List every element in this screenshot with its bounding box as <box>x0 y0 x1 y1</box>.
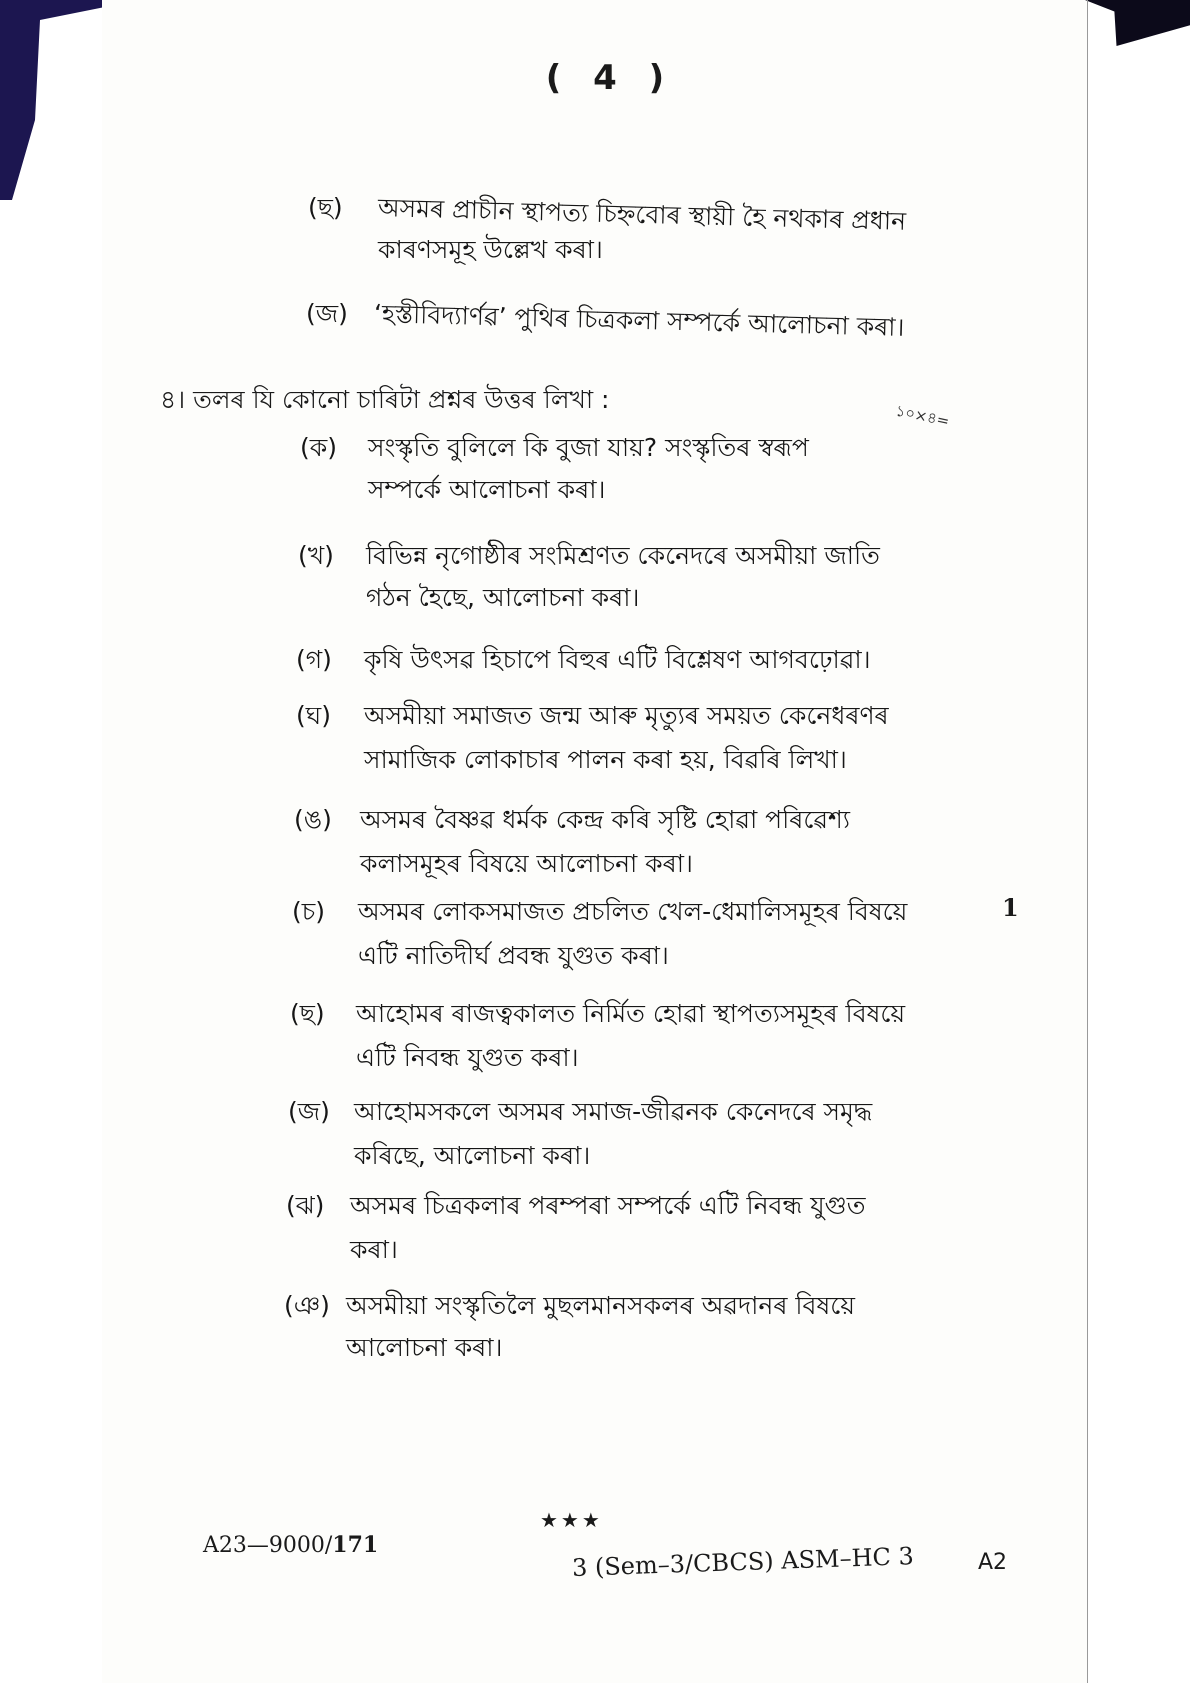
item-label: (খ) <box>298 541 334 570</box>
item-label: (ছ) <box>290 999 325 1028</box>
item-text-line2: এটি নিবন্ধ যুগুত কৰা। <box>356 1043 579 1072</box>
item-text-line1: অসমৰ বৈষ্ণৱ ধৰ্মক কেন্দ্ৰ কৰি সৃষ্টি হোৱা পৰিৱেশ্য <box>360 805 851 834</box>
instruction-text: তলৰ যি কোনো চাৰিটা প্ৰশ্নৰ উত্তৰ লিখা : <box>193 385 610 414</box>
item-label: (ঙ) <box>294 805 332 834</box>
page-edge <box>1087 0 1088 1683</box>
marks-annotation: ১০×৪= <box>894 401 951 431</box>
item-label: (ঘ) <box>296 701 331 730</box>
item-text-line2: এটি নাতিদীৰ্ঘ প্ৰবন্ধ যুগুত কৰা। <box>358 941 669 970</box>
item-text-line1: কৃষি উৎসৱ হিচাপে বিহুৰ এটি বিশ্লেষণ আগবঢ়োৱা। <box>364 645 871 674</box>
item-text-line1: অসমৰ লোকসমাজত প্ৰচলিত খেল-ধেমালিসমূহৰ বিষয়ে <box>358 897 908 926</box>
end-marker-stars: ★★★ <box>540 1508 603 1532</box>
item-text-line1: ‘হস্তীবিদ্যাৰ্ণৱ’ পুথিৰ চিত্ৰকলা সম্পৰ্কে আলোচনা কৰা। <box>373 299 905 342</box>
item-text-line2: সামাজিক লোকাচাৰ পালন কৰা হয়, বিৱৰি লিখা। <box>364 745 847 774</box>
item-text-line2: আলোচনা কৰা। <box>346 1333 503 1362</box>
item-text-line1: অসমীয়া সংস্কৃতিলৈ মুছলমানসকলৰ অৱদানৰ বিষয়ে <box>346 1291 855 1320</box>
item-text-line1: বিভিন্ন নৃগোষ্ঠীৰ সংমিশ্ৰণত কেনেদৰে অসমীয়া জাতি <box>366 541 880 570</box>
item-text-line1: অসমৰ প্ৰাচীন স্থাপত্য চিহ্নবোৰ স্থায়ী হৈ নথকাৰ প্ৰধান <box>377 193 907 236</box>
paper-code: 3 (Sem–3/CBCS) ASM–HC 3 <box>571 1542 915 1582</box>
item-text-line1: আহোমসকলে অসমৰ সমাজ-জীৱনক কেনেদৰে সমৃদ্ধ <box>354 1097 873 1126</box>
question-4-instruction <box>160 380 609 423</box>
item-text-line2: কাৰণসমূহ উল্লেখ কৰা। <box>378 235 603 264</box>
print-code-prefix: A23—9000/ <box>203 1533 333 1558</box>
item-label: (ঞ) <box>284 1291 330 1320</box>
item-text-line2: কলাসমূহৰ বিষয়ে আলোচনা কৰা। <box>360 849 693 878</box>
item-text-line1: সংস্কৃতি বুলিলে কি বুজা যায়? সংস্কৃতিৰ স্বৰূপ <box>368 433 809 462</box>
item-label: (ঝ) <box>286 1191 325 1220</box>
item-text-line2: সম্পৰ্কে আলোচনা কৰা। <box>368 475 606 504</box>
item-text-line1: অসমৰ চিত্ৰকলাৰ পৰম্পৰা সম্পৰ্কে এটি নিবন্ধ যুগুত <box>350 1191 866 1220</box>
item-label: (ক) <box>300 433 337 462</box>
background-corner-right <box>1085 0 1190 46</box>
item-text-line2: কৰা। <box>350 1235 398 1264</box>
page-number-header: ( 4 ) <box>545 58 675 98</box>
item-label: (ছ) <box>308 193 343 222</box>
item-label: (গ) <box>296 645 332 674</box>
item-text-line2: গঠন হৈছে, আলোচনা কৰা। <box>366 583 640 612</box>
print-code <box>203 1532 378 1558</box>
item-label: (চ) <box>292 897 325 926</box>
item-text-line2: কৰিছে, আলোচনা কৰা। <box>354 1141 591 1170</box>
question-number: ৪। <box>160 385 186 414</box>
print-code-number: 171 <box>332 1532 379 1558</box>
item-label: (জ) <box>288 1097 330 1126</box>
cut-off-code: A2 <box>978 1550 1008 1575</box>
item-label: (জ) <box>306 299 348 328</box>
item-text-line1: অসমীয়া সমাজত জন্ম আৰু মৃত্যুৰ সময়ত কেনেধৰণৰ <box>364 701 889 730</box>
item-text-line1: আহোমৰ ৰাজত্বকালত নিৰ্মিত হোৱা স্থাপত্যসমূহৰ বিষয়ে <box>356 999 906 1028</box>
margin-number: 1 <box>1002 893 1019 922</box>
